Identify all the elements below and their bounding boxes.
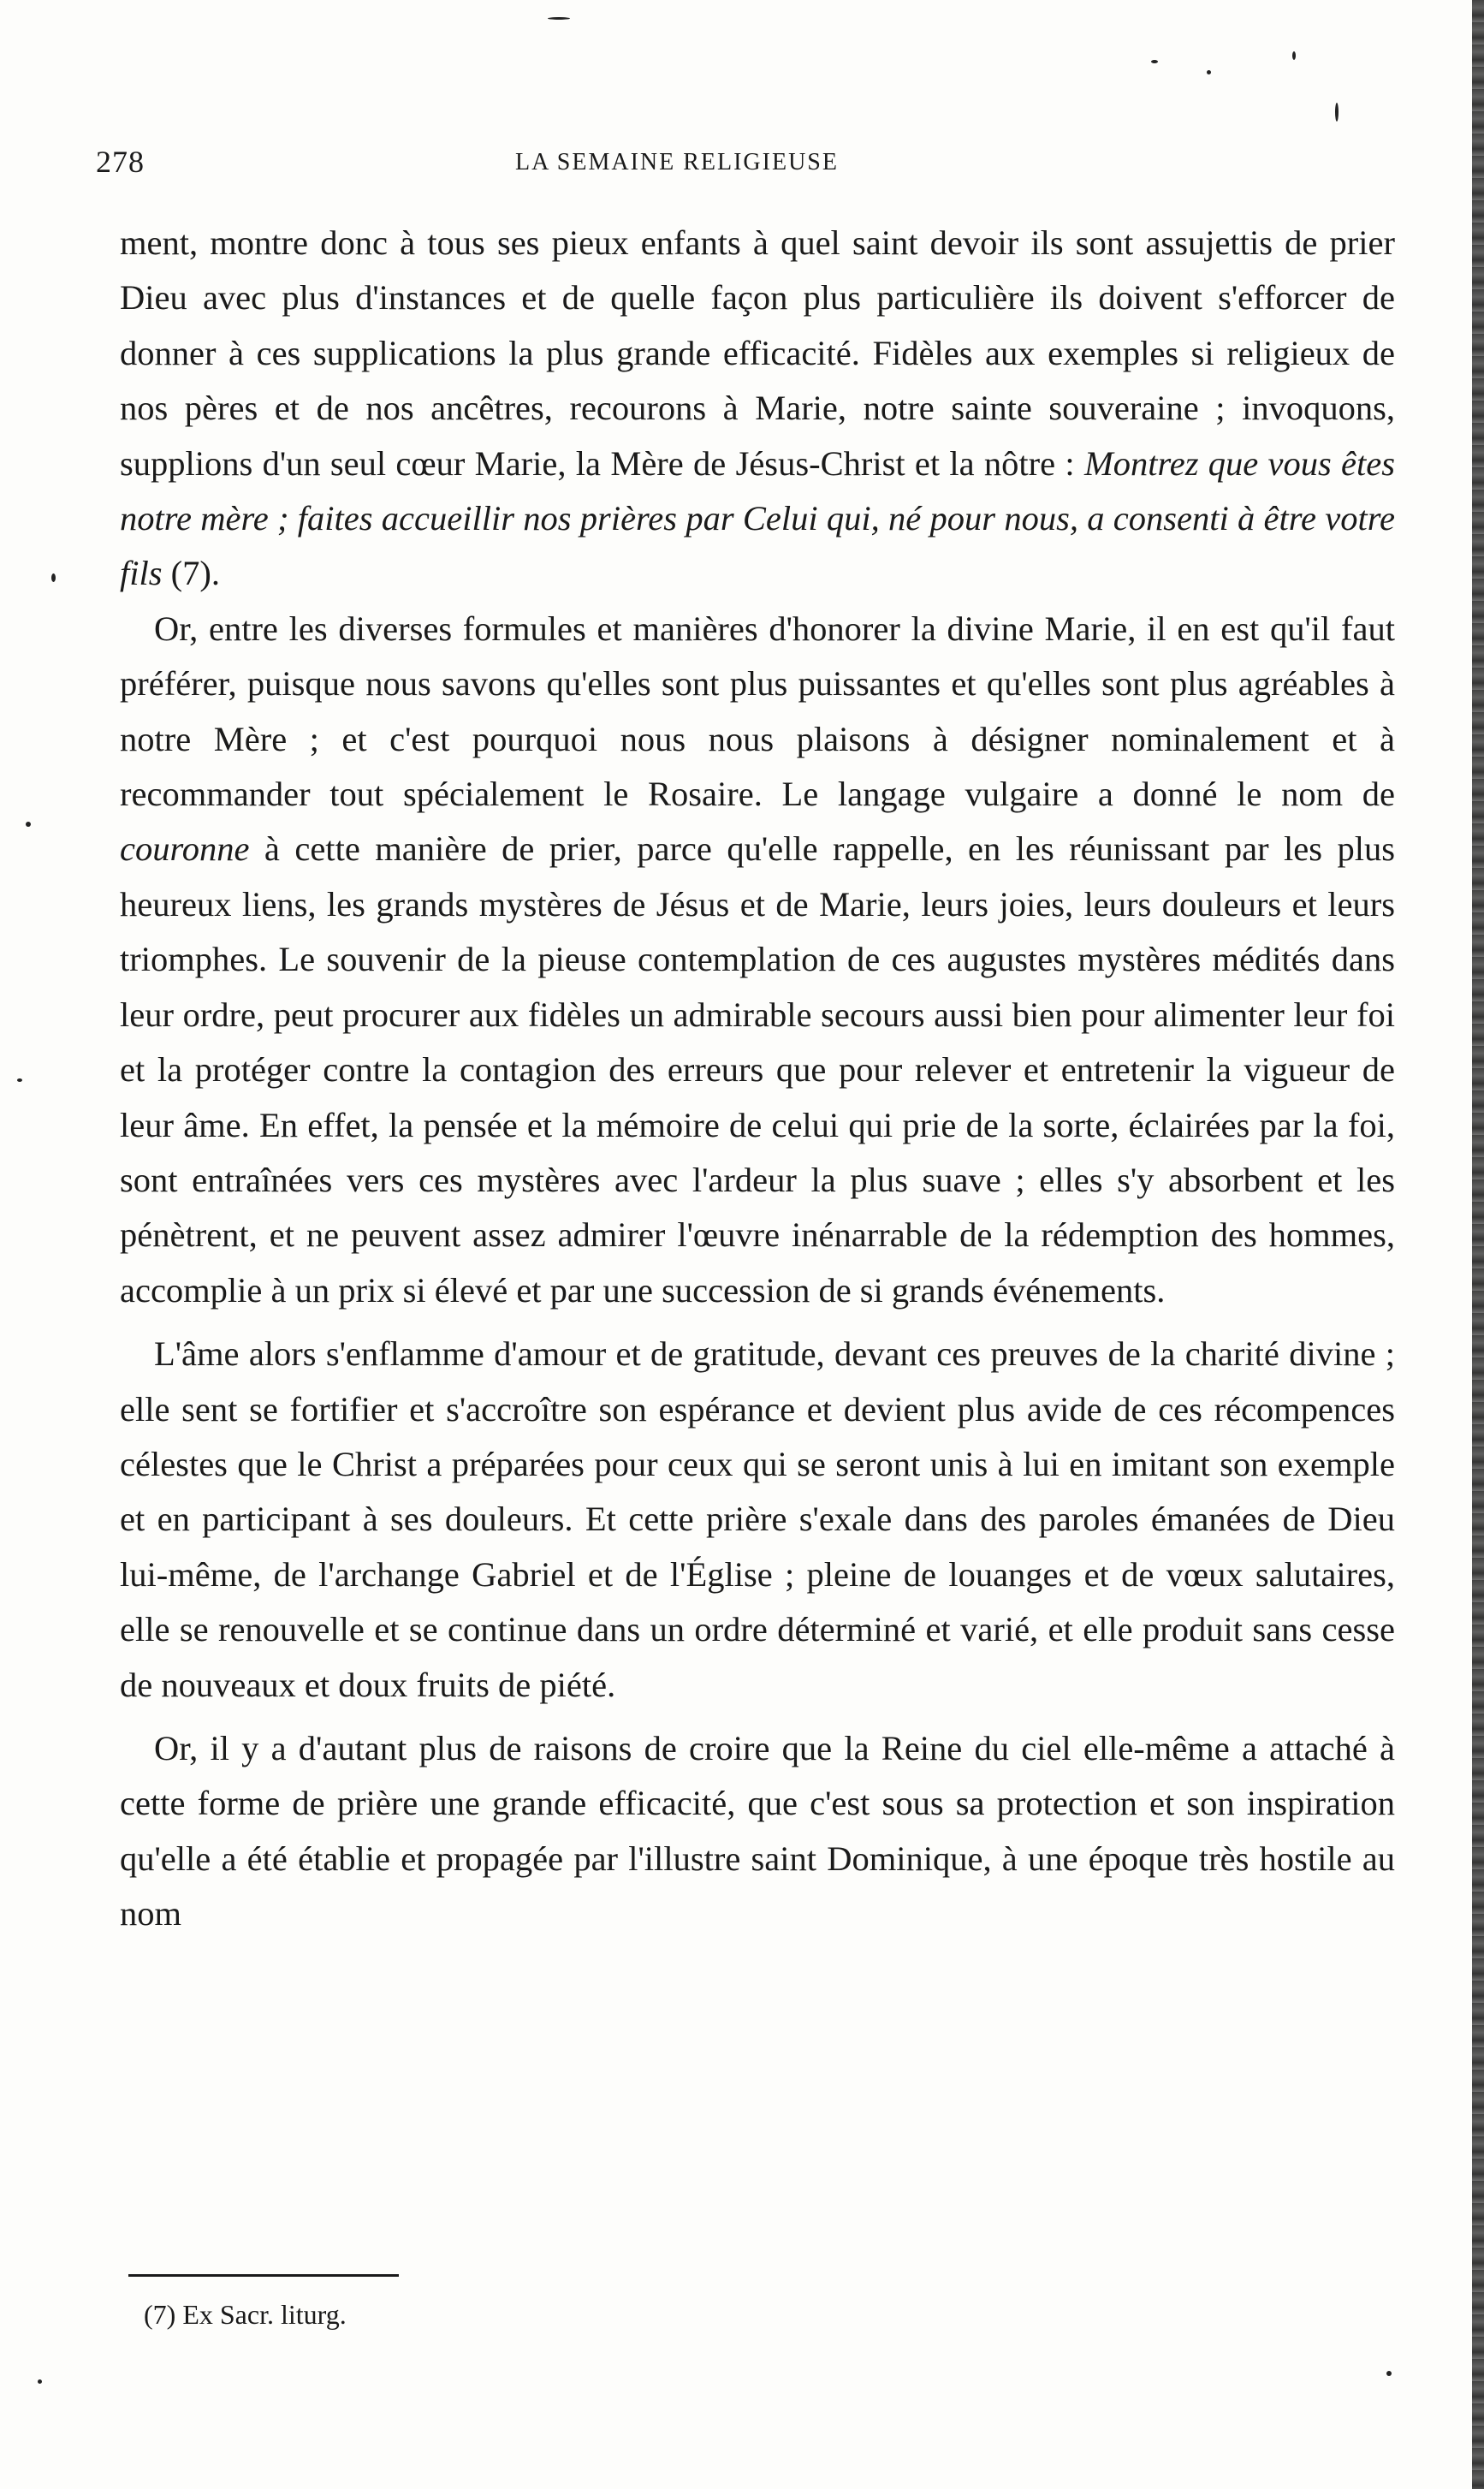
paragraph-2-text-a: Or, entre les diverses formules et manières d'honorer la divine Marie, il en est qu'il faut préférer, puisque nous savons qu'elles sont plus puissantes et qu'elles sont plus agréables à notre Mère ; et c'est pourquoi nous nous plaisons à désigner nominalement et à recommander tout spécialement le Rosaire. Le langage vulgaire a donné le nom de [120, 609, 1395, 814]
running-title: LA SEMAINE RELIGIEUSE [515, 149, 839, 175]
scan-speck [1335, 103, 1339, 122]
paragraph-3: L'âme alors s'enflamme d'amour et de gratitude, devant ces preuves de la charité divine ; elle sent se fortifier et s'accroître son espérance et devient plus avide de ces récompences célestes que le Christ a préparées pour ceux qui se seront unis à lui en imitant son exemple et en participant à ses douleurs. Et cette prière s'exale dans des paroles émanées de Dieu lui-même, de l'archange Gabriel et de l'Église ; pleine de louanges et de vœux salutaires, elle se renouvelle et se continue dans un ordre déterminé et varié, et elle produit sans cesse de nouveaux et doux fruits de piété. [120, 1334, 1395, 1704]
page-number: 278 [96, 145, 145, 179]
scan-speck [1292, 51, 1296, 60]
paragraph-2 [120, 602, 1395, 1318]
scan-speck [1386, 2371, 1392, 2376]
paragraph-1-text-a: ment, montre donc à tous ses pieux enfants à quel saint devoir ils sont assujettis de prier Dieu avec plus d'instances et de quelle façon plus particulière ils doivent s'efforcer de donner à ces supplications la plus grande efficacité. Fidèles aux exemples si religieux de nos pères et de nos ancêtres, recourons à Marie, notre sainte souveraine ; invoquons, supplions d'un seul cœur Marie, la Mère de Jésus-Christ et la nôtre : [120, 223, 1395, 483]
footnote: (7) Ex Sacr. liturg. [144, 2299, 347, 2330]
body-text [120, 216, 1395, 1942]
paragraph-2-text-b: à cette manière de prier, parce qu'elle rappelle, en les réunissant par les plus heureux liens, les grands mystères de Jésus et de Marie, leurs joies, leurs douleurs et leurs triomphes. Le souvenir de la pieuse contemplation de ces augustes mystères médités dans leur ordre, peut procurer aux fidèles un admirable secours aussi bien pour alimenter leur foi et la protéger contre la contagion des erreurs que pour relever et entretenir la vigueur de leur âme. En effet, la pensée et la mémoire de celui qui prie de la sorte, éclairées par la foi, sont entraînées vers ces mystères avec l'ardeur la plus suave ; elles s'y absorbent et les pénètrent, et ne peuvent assez admirer l'œuvre inénarrable de la rédemption des hommes, accomplie à un prix si élevé et par une succession de si grands événements. [120, 829, 1395, 1310]
scan-border [1472, 0, 1484, 2489]
paragraph-2-italic: couronne [120, 829, 250, 869]
scan-speck [548, 17, 570, 20]
scan-speck [51, 573, 56, 582]
paragraph-1-footnote-ref: (7). [162, 554, 221, 593]
scan-speck [26, 822, 31, 827]
paragraph-1 [120, 216, 1395, 602]
scan-speck [1151, 60, 1158, 63]
page-header [96, 144, 1386, 178]
scan-speck [17, 1078, 22, 1082]
scan-speck [1207, 70, 1211, 74]
paragraph-4: Or, il y a d'autant plus de raisons de croire que la Reine du ciel elle-même a attaché à cette forme de prière une grande efficacité, que c'est sous sa protection et son inspiration qu'elle a été établie et propagée par l'illustre saint Dominique, à une époque très hostile au nom [120, 1728, 1395, 1934]
footnote-divider [128, 2274, 399, 2277]
scan-speck [38, 2379, 42, 2384]
paragraph-1-italic: Montrez que vous êtes notre mère ; faites accueillir nos prières par Celui qui, né pour nous, a consenti à être votre fils [120, 443, 1396, 593]
